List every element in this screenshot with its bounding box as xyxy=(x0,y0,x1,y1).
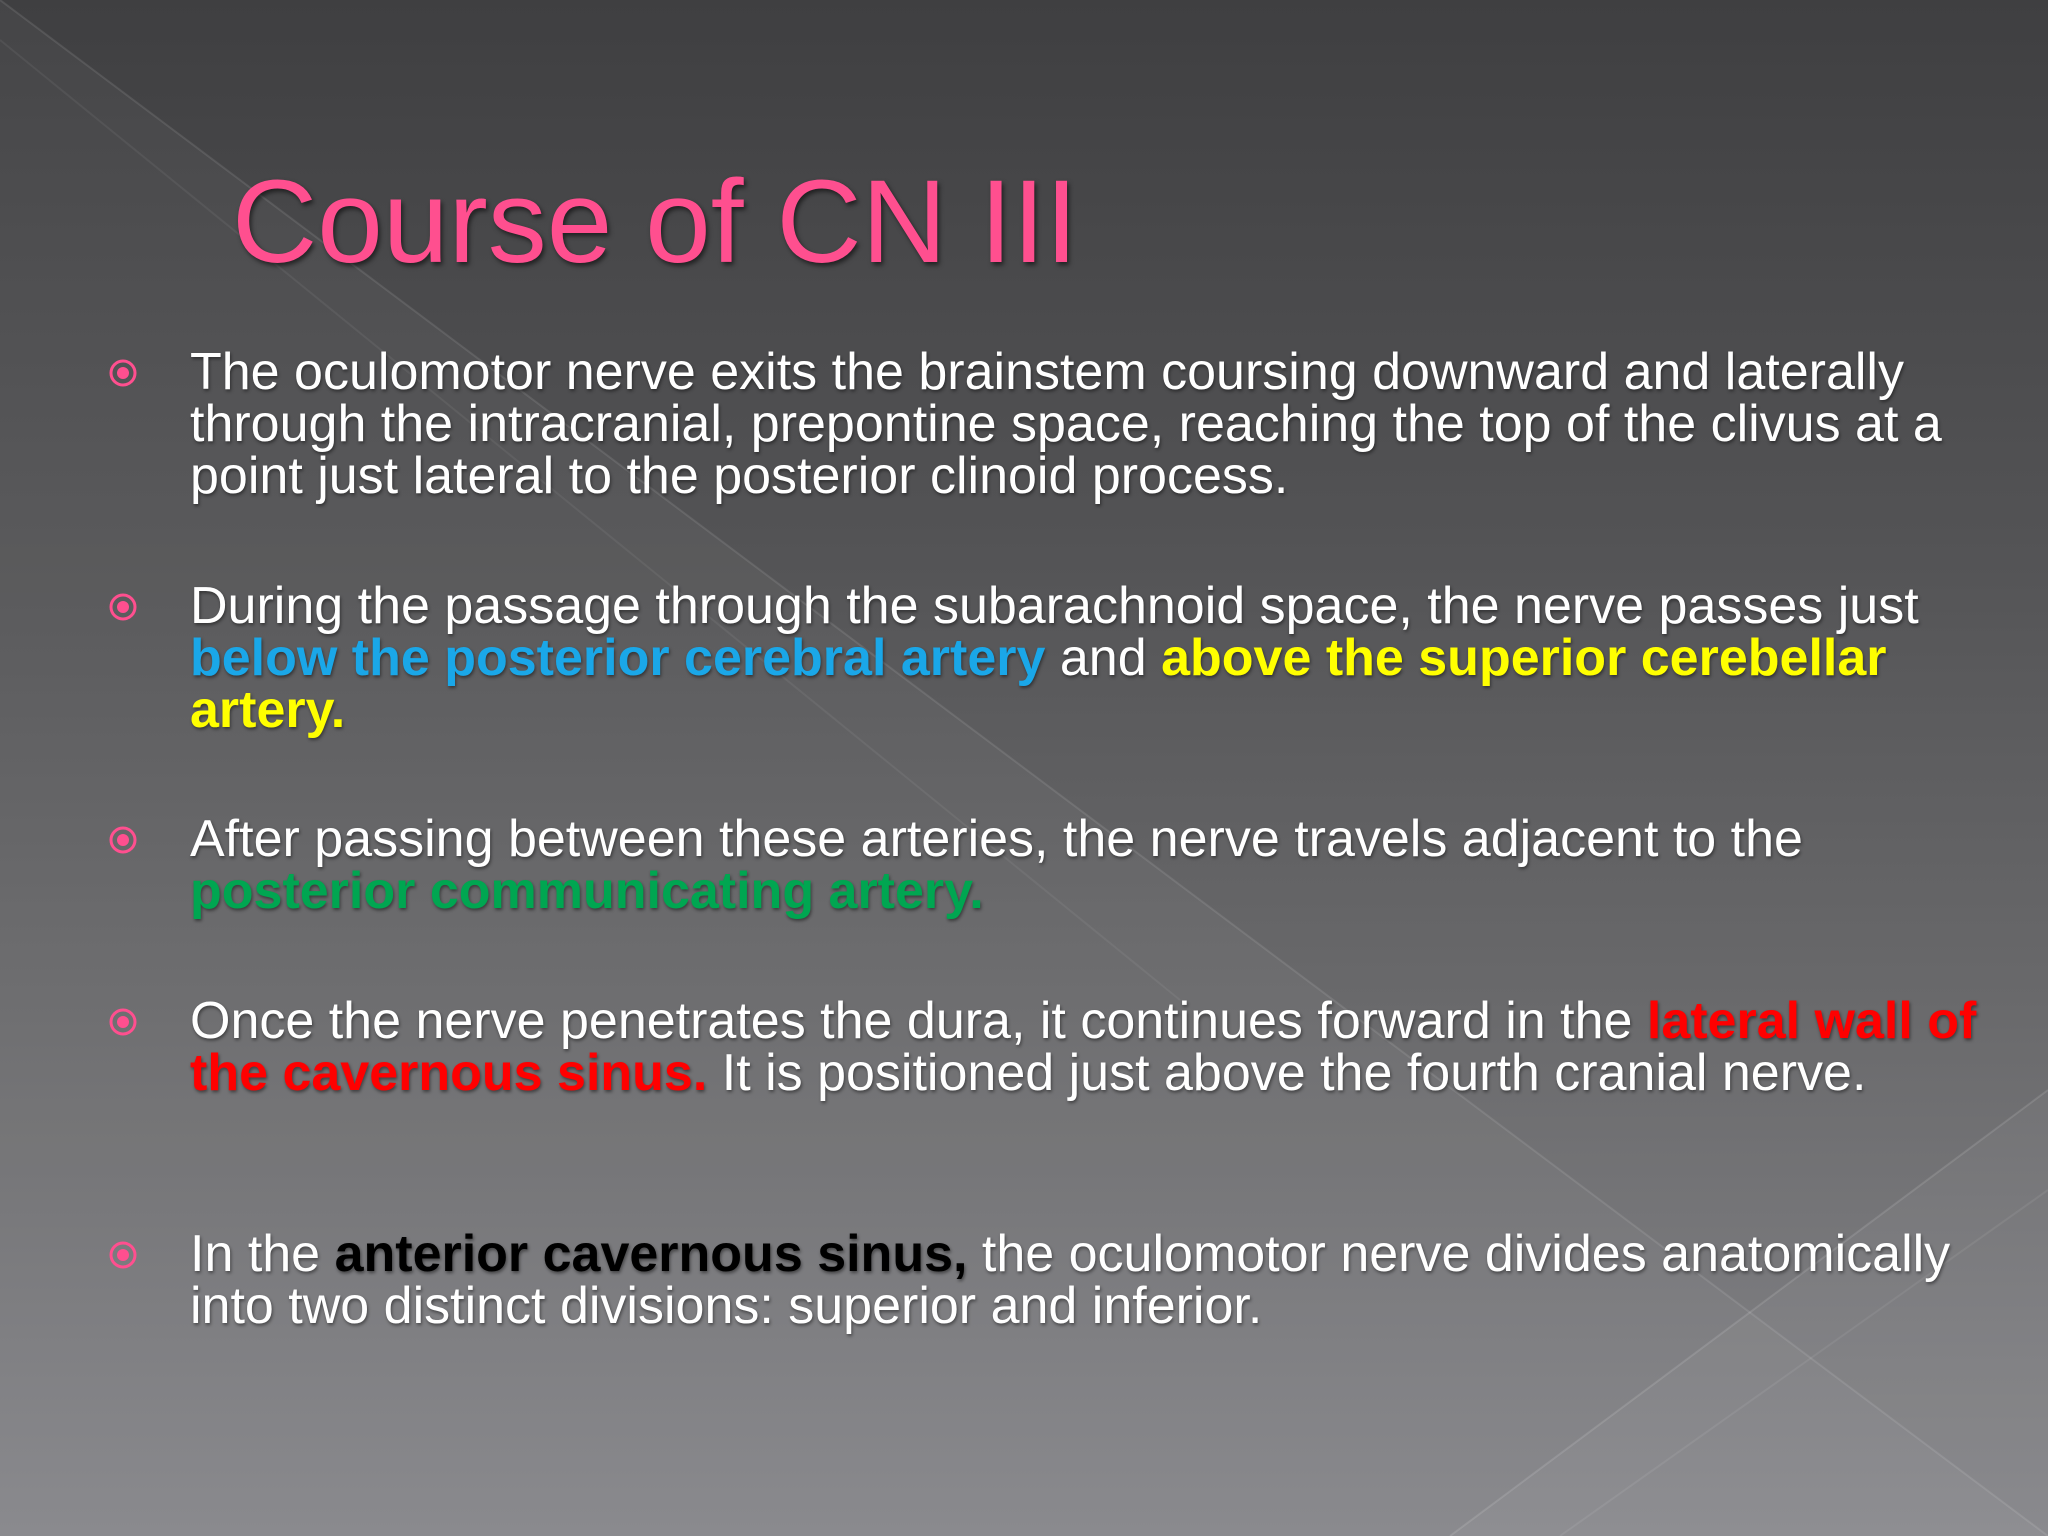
slide-title: Course of CN III xyxy=(232,156,1078,288)
text-segment: It is positioned just above the fourth cranial nerve. xyxy=(707,1044,1867,1102)
bullet-item xyxy=(108,1225,2008,1335)
bullet-text xyxy=(190,992,2020,1102)
circle-dot-icon xyxy=(108,1007,138,1037)
circle-dot-icon xyxy=(108,358,138,388)
text-segment: After passing between these arteries, the nerve travels adjacent to the xyxy=(190,810,1803,868)
highlight-superior-cerebellar-artery: above the superior cerebellar artery. xyxy=(190,629,1887,739)
bullet-text xyxy=(190,1225,2020,1335)
circle-dot-icon xyxy=(108,592,138,622)
bullet-item xyxy=(108,992,2008,1102)
bullet-item xyxy=(108,577,2008,739)
bullet-text xyxy=(190,577,2020,739)
circle-dot-icon xyxy=(108,825,138,855)
bullet-item xyxy=(108,343,2008,505)
text-segment: and xyxy=(1045,629,1162,687)
text-segment: the oculomotor nerve divides anatomically into two distinct divisions: superior and inferior. xyxy=(190,1225,1951,1335)
circle-dot-icon xyxy=(108,1240,138,1270)
highlight-anterior-cavernous-sinus: anterior cavernous sinus, xyxy=(334,1225,968,1283)
text-segment: During the passage through the subarachnoid space, the nerve passes just xyxy=(190,577,1919,635)
text-segment: In the xyxy=(190,1225,335,1283)
text-segment: The oculomotor nerve exits the brainstem coursing downward and laterally through the intracranial, prepontine space, reaching the top of the clivus at a point just lateral to the posterior clinoid process. xyxy=(190,343,1942,505)
bullet-item xyxy=(108,810,2008,920)
highlight-posterior-cerebral-artery: below the posterior cerebral artery xyxy=(190,629,1046,687)
bullet-text xyxy=(190,810,2020,920)
bullet-text xyxy=(190,343,2020,505)
highlight-lateral-wall-cavernous-sinus: lateral wall of the cavernous sinus. xyxy=(190,992,1977,1102)
text-segment: Once the nerve penetrates the dura, it continues forward in the xyxy=(190,992,1647,1050)
highlight-posterior-communicating-artery: posterior communicating artery. xyxy=(190,862,984,920)
